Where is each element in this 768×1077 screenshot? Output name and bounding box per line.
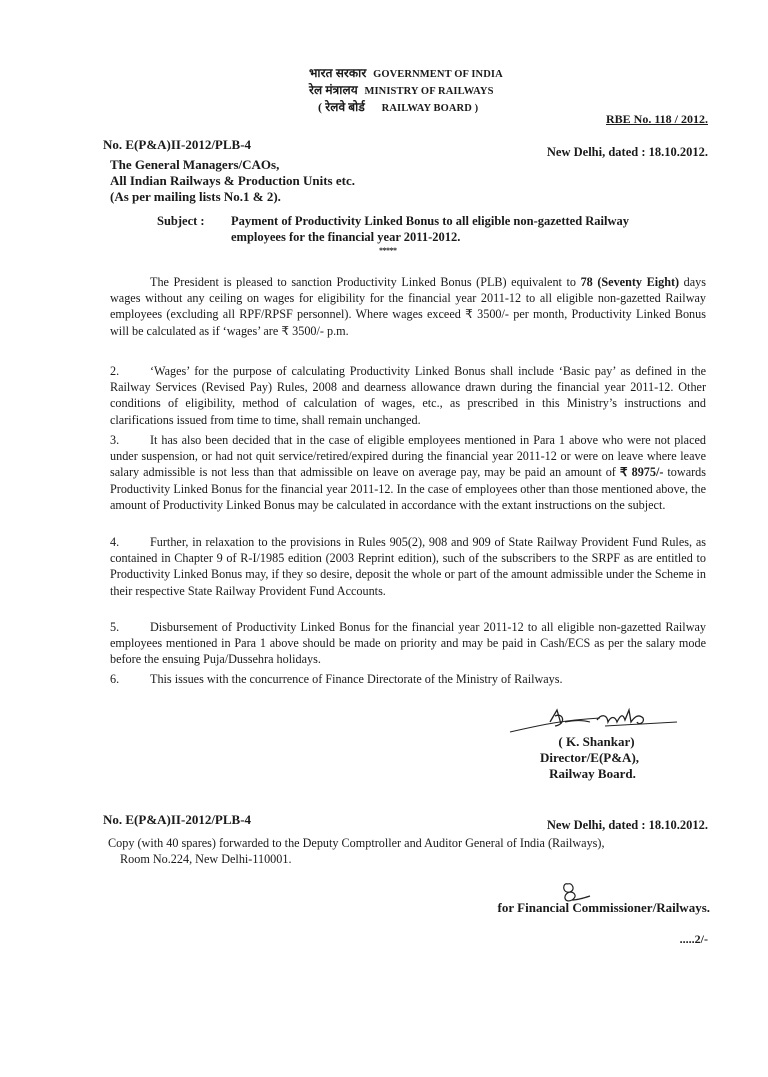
copy-text-line-2: Room No.224, New Delhi-110001. [120,852,292,866]
letterhead-board: RAILWAY BOARD ) [381,103,479,114]
page-continuation: .....2/- [679,932,708,946]
paragraph-5 [110,619,706,668]
paragraph-2-text: ‘Wages’ for the purpose of calculating Productivity Linked Bonus shall include ‘Basic pay’ as defined in the Railway Services (Revised Pay) Rules, 2008 and dearness allowance drawn during the financial year 2011-12. Other conditions of eligibility, method of calculation of wages, etc., as prescribed in this Ministry’s instructions and clarifications issued from time to time, shall remain unchanged. [110,364,706,427]
paragraph-4-text: Further, in relaxation to the provisions in Rules 905(2), 908 and 909 of State Railway Provident Fund Rules, as contained in Chapter 9 of R-I/1985 edition (2003 Reprint edition), such of the subscribers to the SRPF as are entitled to Productivity Linked Bonus may, if they so desire, deposit the whole or part of the amount admissible under the Scheme in their respective State Railway Provident Fund Accounts. [110,535,706,598]
letterhead-hindi-board: ( रेलवे बोर्ड [318,100,365,114]
subject-line-2: employees for the financial year 2011-2012. [231,230,461,244]
copy-signatory: for Financial Commissioner/Railways. [497,900,710,915]
addressee-line-1: The General Managers/CAOs, [110,157,280,172]
signature-block [540,734,639,782]
subject-text [231,213,701,245]
signatory-name: ( K. Shankar) [558,734,635,749]
letterhead-hindi-government: भारत सरकार [309,66,367,80]
paragraph-3-amount: ₹ 8975/- [619,465,664,480]
addressee-line-2: All Indian Railways & Production Units etc. [110,173,355,188]
rbe-number: RBE No. 118 / 2012. [605,112,708,126]
paragraph-3-text-after: towards Productivity Linked Bonus for the financial year 2011-12. In the case of employees other than those mentioned above, the amount of Productivity Linked Bonus may be calculated in accordance with the extant instructions on the subject. [110,465,706,512]
addressee-line-3: (As per mailing lists No.1 & 2). [110,189,281,204]
paragraph-6-text: This issues with the concurrence of Finance Directorate of the Ministry of Railways. [150,672,563,686]
addressee-block [110,157,355,205]
signatory-designation: Director/E(P&A), [540,750,640,765]
paragraph-2-number: 2. [110,364,120,378]
subject-separator: ***** [379,246,397,255]
letterhead-government: GOVERNMENT OF INDIA [373,69,503,80]
paragraph-3-text-before: It has also been decided that in the case of eligible employees mentioned in Para 1 above who were not placed under suspension, or had not quit service/retired/expired during the financial year 2011-12 or were on leave where leave salary admissible is not less than that admissible on leave on average pay, may be paid an amount of [110,433,706,480]
paragraph-2 [110,363,706,428]
paragraph-1-text: days wages without any ceiling on wages for eligibility for the financial year 2011-12 to all eligible non-gazetted Railway employees (excluding all RPF/RPSF personnel). Where wages exceed ₹ 3500/- per month, Productivity Linked Bonus will be calculated as if ‘wages’ are ₹ 3500/- p.m. [110,275,707,338]
paragraph-3 [110,432,706,513]
reference-number: No. E(P&A)II-2012/PLB-4 [103,137,252,152]
paragraph-3-number: 3. [110,433,120,447]
copy-text-line-1: Copy (with 40 spares) forwarded to the Deputy Comptroller and Auditor General of India (Railways), [108,836,605,850]
subject-line-1: Payment of Productivity Linked Bonus to all eligible non-gazetted Railway [231,214,630,228]
copy-reference-number: No. E(P&A)II-2012/PLB-4 [103,812,252,827]
reference-date: New Delhi, dated : 18.10.2012. [546,145,708,159]
paragraph-1-lead: The President is pleased to sanction Productivity Linked Bonus (PLB) equivalent to [150,275,576,289]
paragraph-6 [110,671,706,687]
letterhead-hindi-ministry: रेल मंत्रालय [309,83,358,97]
paragraph-5-number: 5. [110,620,120,634]
paragraph-1-days: 78 (Seventy Eight) [580,275,680,289]
paragraph-1 [110,274,706,339]
copy-reference-date: New Delhi, dated : 18.10.2012. [546,818,708,832]
signatory-office: Railway Board. [549,766,636,781]
paragraph-4-number: 4. [110,535,120,549]
subject-label: Subject : [157,214,205,228]
letterhead-ministry: MINISTRY OF RAILWAYS [364,86,494,97]
copy-text [108,835,605,867]
paragraph-5-text: Disbursement of Productivity Linked Bonus for the financial year 2011-12 to all eligible non-gazetted Railway employees mentioned in Para 1 above should be made on priority and may be paid in Cash/ECS as per the salary mode before the ensuing Puja/Dussehra holidays. [110,620,706,667]
paragraph-6-number: 6. [110,672,120,686]
paragraph-4 [110,534,706,599]
